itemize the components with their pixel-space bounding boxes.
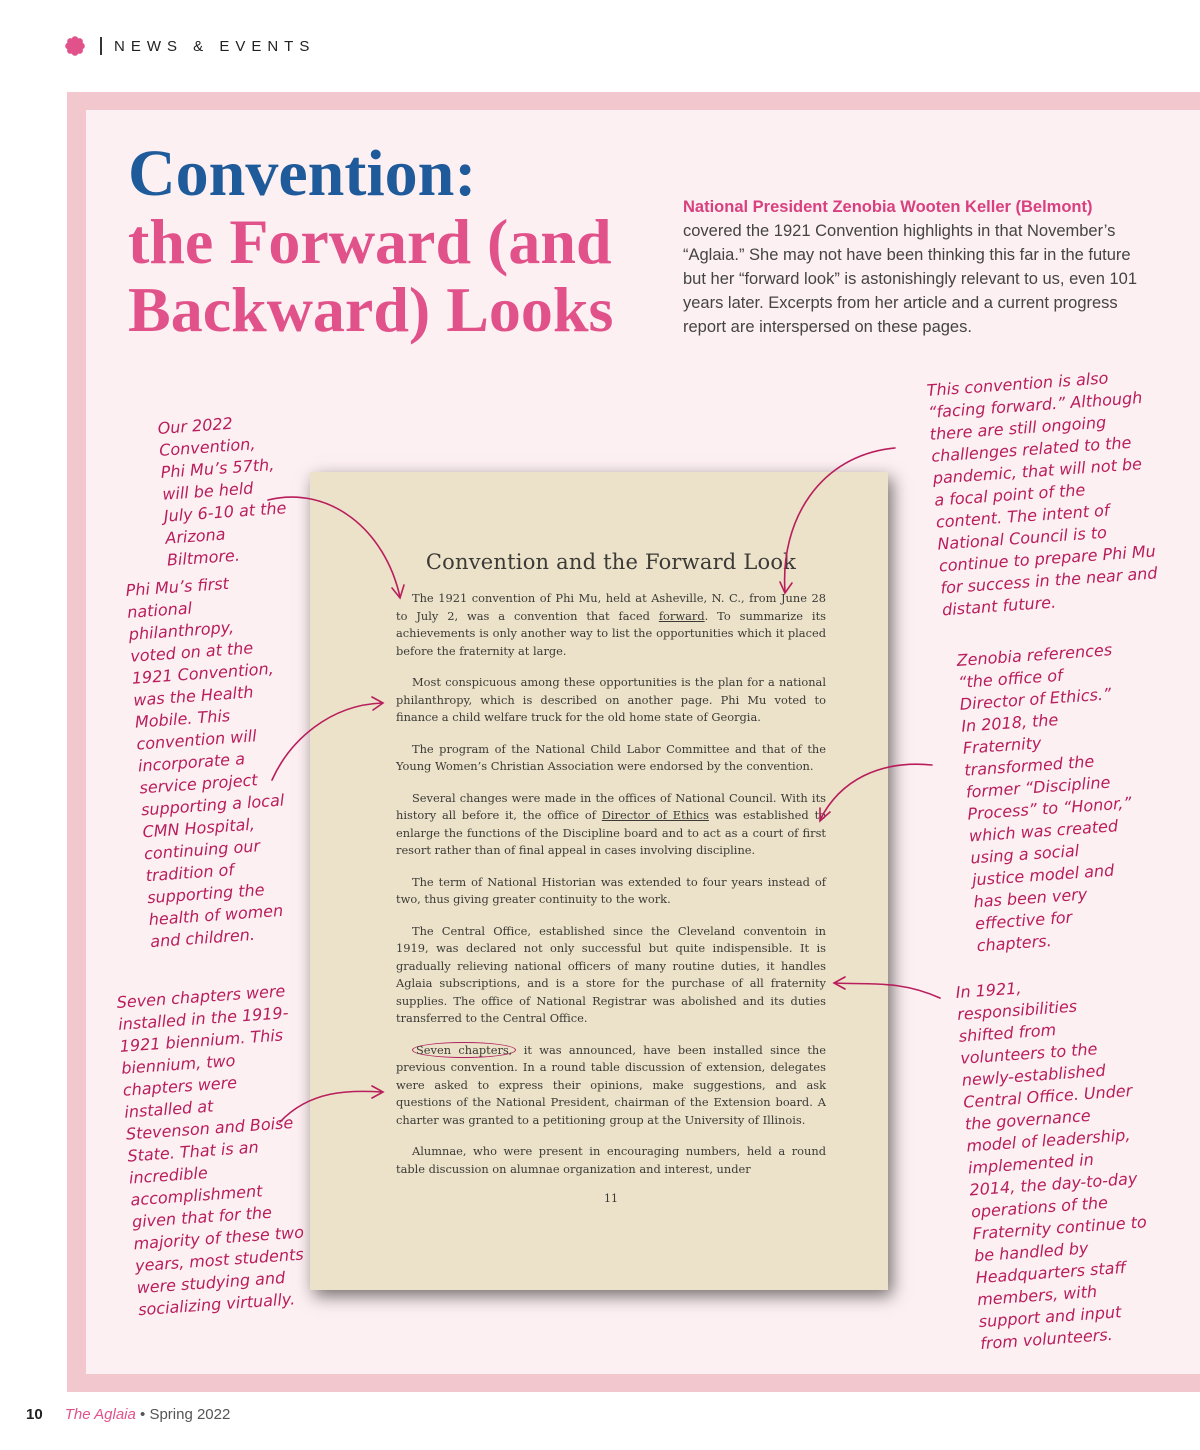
- scan-paragraph: Most conspicuous among these opportunities is the plan for a national philanthropy, which is described on another page. Phi Mu voted to finance a child welfare truck for the old home state of Georgia.: [396, 675, 826, 724]
- scan-paragraph: The program of the National Child Labor Committee and that of the Young Women’s Christian Association were endorsed by the convention.: [396, 741, 826, 773]
- title-line-1: Convention:: [128, 137, 477, 210]
- scan-title: Convention and the Forward Look: [425, 550, 797, 574]
- footer-issue: Spring 2022: [149, 1406, 231, 1423]
- intro-lead: National President Zenobia Wooten Keller (Belmont): [683, 198, 1093, 216]
- note-director-of-ethics: Zenobia references “the office of Director of Ethics.” In 2018, the Fraternity transformed the former “Discipline Process” to “Honor,” which was created using a social justice model and has been very effective for chapters.: [956, 640, 1133, 956]
- arrow-central-office: [835, 983, 940, 998]
- scan-paragraph: Several changes were made in the offices of National Council. With its history all before it, the office of Director of Ethics was established to enlarge the functions of the Discipline board and to act as a court of first resort rather than of final appeal in cases involving discipline.: [396, 790, 827, 857]
- scan-paragraph: The 1921 convention of Phi Mu, held at Asheville, N. C., from June 28 to July 2, was a convention that faced forward. To summarize its achievements is only another way to list the opportunities which it placed before the fraternity at large.: [396, 591, 826, 658]
- underlined-forward: forward: [658, 608, 705, 623]
- section-label: NEWS & EVENTS: [114, 37, 316, 55]
- arrow-director-of-ethics: [820, 764, 932, 820]
- scan-paragraph: Alumnae, who were present in encouraging numbers, held a round table discussion on alumnae organization and interest, under: [396, 1144, 826, 1176]
- note-philanthropy: Phi Mu’s first national philanthropy, voted on at the 1921 Convention, was the Health Mobile. This convention will incorporate a service project supporting a local CMN Hospital, continuing our tradition of supporting the health of women and children.: [125, 573, 285, 952]
- title-line-3: Backward) Looks: [128, 274, 614, 345]
- scan-paragraph: The Central Office, established since the Cleveland conventoin in 1919, was declared not only successful but quite indispensible. It is gradually relieving national officers of many routine duties, it handles Aglaia subscriptions, and is a store for the purchase of all fraternity supplies. The office of National Registrar was abolished and its duties transferred to the Central Office.: [396, 923, 826, 1025]
- arrow-facing-forward: [785, 448, 895, 592]
- intro-body: covered the 1921 Convention highlights in that November’s “Aglaia.” She may not have been thinking this far in the future but her “forward look” is astonishingly relevant to us, even 101 years later. Excerpts from her article and a current progress report are interspersed on these pages.: [683, 222, 1137, 336]
- note-convention-2022: Our 2022 Convention, Phi Mu’s 57th, will be held July 6-10 at the Arizona Biltmore.: [157, 413, 287, 570]
- underlined-director-of-ethics: Director of Ethics: [601, 808, 709, 822]
- scan-paragraph: Seven chapters, it was announced, have been installed since the previous convention. In a round table discussion of extension, delegates were asked to express their opinions, make suggestions, and ask questions of the National President, chairman of the Extension board. A charter was granted to a petitioning group at the University of Illinois.: [396, 1042, 826, 1127]
- footer-separator: •: [135, 1406, 150, 1423]
- page-footer: [26, 1406, 230, 1423]
- scan-paragraph: The term of National Historian was extended to four years instead of two, thus giving greater continuity to the work.: [396, 874, 826, 906]
- footer-magazine: The Aglaia: [64, 1406, 136, 1423]
- note-seven-chapters: Seven chapters were installed in the 1919-1921 biennium. This biennium, two chapters were installed at Stevenson and Boise State. That is an incredible accomplishment given that for the majority of these two years, most students were studying and socializing virtually.: [116, 981, 305, 1320]
- title-line-2: the Forward (and: [128, 206, 612, 277]
- note-facing-forward: This convention is also “facing forward.” Although there are still ongoing challenges related to the pandemic, that will not be a focal point of the content. The intent of National Council is to continue to prepare Phi Mu for success in the near and distant future.: [926, 368, 1159, 620]
- note-central-office: In 1921, responsibilities shifted from volunteers to the newly-established Central Office. Under the governance model of leadership, implemented in 2014, the day-to-day operations of the Fraternity continue to be handled by Headquarters staff members, with support and input from volunteers.: [955, 978, 1148, 1354]
- arrow-convention-2022: [268, 497, 400, 597]
- arrow-philanthropy: [272, 703, 382, 780]
- circled-seven-chapters: Seven chapters,: [412, 1042, 516, 1058]
- footer-page-number: 10: [26, 1406, 43, 1423]
- arrow-seven-chapters: [280, 1091, 382, 1122]
- scan-page-number: 11: [604, 1192, 618, 1205]
